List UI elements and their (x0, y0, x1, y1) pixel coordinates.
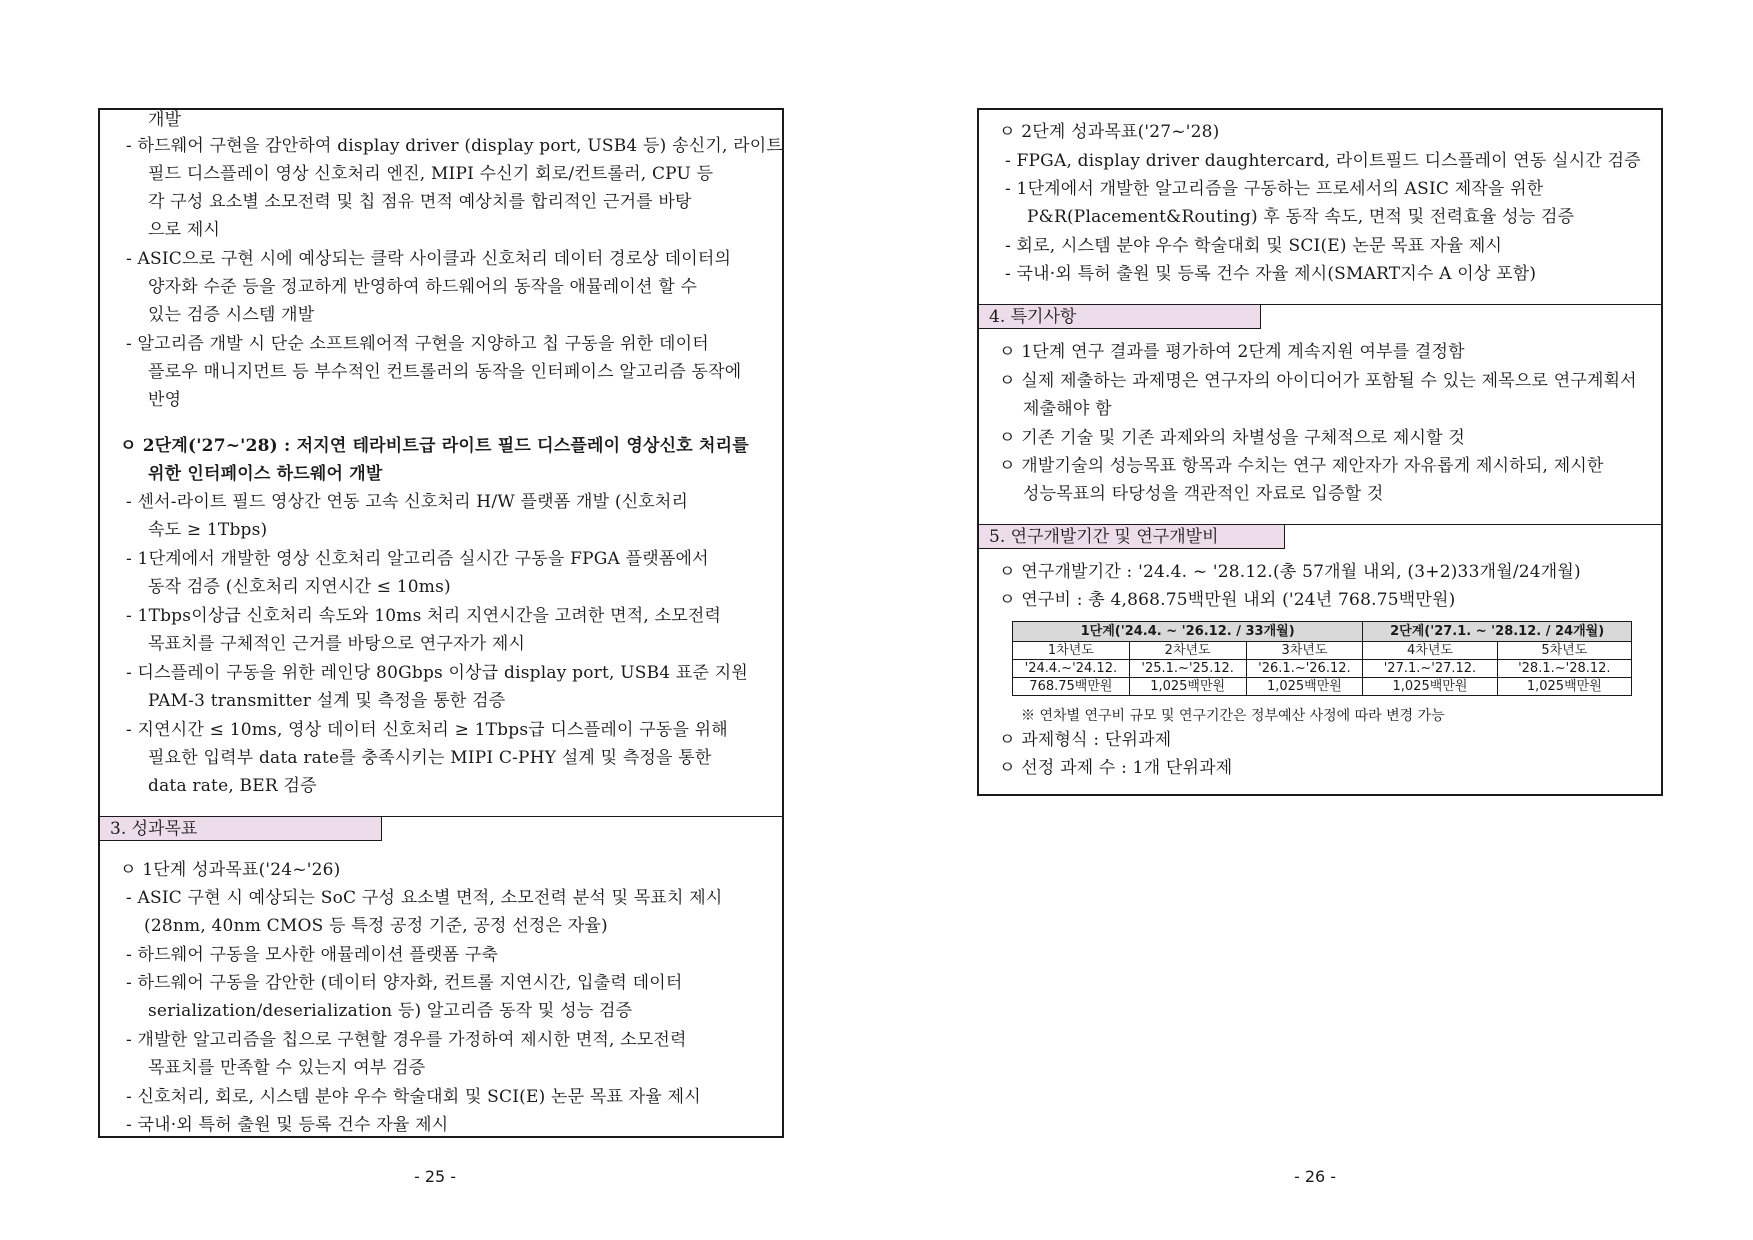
table-cell: 1,025백만원 (1129, 678, 1246, 696)
table-row (1013, 622, 1632, 642)
text-line: ㅇ 선정 과제 수 : 1개 단위과제 (999, 758, 1233, 778)
stage2-heading: ㅇ 2단계('27~'28) : 저지연 테라비트급 라이트 필드 디스플레이 영상신호 처리를 (120, 436, 749, 456)
text-line: 제출해야 함 (1023, 399, 1112, 419)
section-3-title: 3. 성과목표 (100, 817, 382, 841)
section-5-title: 5. 연구개발기간 및 연구개발비 (979, 525, 1285, 549)
text-line: 필드 디스플레이 영상 신호처리 엔진, MIPI 수신기 회로/컨트롤러, CPU 등 (148, 164, 714, 184)
table-cell: 5차년도 (1497, 642, 1631, 660)
text-line: 성능목표의 타당성을 객관적인 자료로 입증할 것 (1023, 484, 1384, 504)
table-row (1013, 678, 1632, 696)
text-line: ㅇ 연구비 : 총 4,868.75백만원 내외 ('24년 768.75백만원) (999, 590, 1456, 610)
text-line: ㅇ 연구개발기간 : '24.4. ~ '28.12.(총 57개월 내외, (3+2)33개월/24개월) (999, 562, 1581, 582)
text-line: - 하드웨어 구동을 감안한 (데이터 양자화, 컨트롤 지연시간, 입출력 데이터 (126, 973, 683, 993)
text-line: (28nm, 40nm CMOS 등 특정 공정 기준, 공정 선정은 자율) (144, 916, 608, 936)
text-line: 목표치를 만족할 수 있는지 여부 검증 (148, 1058, 426, 1078)
table-row (1013, 660, 1632, 678)
table-cell: '25.1.~'25.12. (1129, 660, 1246, 678)
budget-table (1012, 621, 1632, 696)
table-cell: 3차년도 (1246, 642, 1363, 660)
text-line: PAM-3 transmitter 설계 및 측정을 통한 검증 (148, 691, 506, 711)
text-line: ㅇ 1단계 성과목표('24~'26) (120, 860, 341, 880)
text-line: ㅇ 기존 기술 및 기존 과제와의 차별성을 구체적으로 제시할 것 (999, 428, 1465, 448)
table-note: ※ 연차별 연구비 규모 및 연구기간은 정부예산 사정에 따라 변경 가능 (1021, 708, 1445, 724)
text-line: - ASIC으로 구현 시에 예상되는 클락 사이클과 신호처리 데이터 경로상 데이터의 (126, 249, 732, 269)
text-line: - ASIC 구현 시 예상되는 SoC 구성 요소별 면적, 소모전력 분석 및 목표치 제시 (126, 888, 723, 908)
text-line: - 알고리즘 개발 시 단순 소프트웨어적 구현을 지양하고 칩 구동을 위한 데이터 (126, 334, 709, 354)
text-line: - 1Tbps이상급 신호처리 속도와 10ms 처리 지연시간을 고려한 면적, 소모전력 (126, 606, 722, 626)
text-line: data rate, BER 검증 (148, 776, 317, 796)
page-26 (977, 108, 1663, 796)
table-cell: '28.1.~'28.12. (1497, 660, 1631, 678)
text-line: - 하드웨어 구동을 모사한 애뮬레이션 플랫폼 구축 (126, 945, 499, 965)
text-line: 으로 제시 (148, 220, 221, 240)
section-3-header (100, 816, 782, 843)
table-row (1013, 642, 1632, 660)
text-line: ㅇ 실제 제출하는 과제명은 연구자의 아이디어가 포함될 수 있는 제목으로 연구계획서 (999, 371, 1637, 391)
page-number-26: - 26 - (1294, 1167, 1337, 1186)
section-4-title: 4. 특기사항 (979, 305, 1261, 329)
text-line: ㅇ 과제형식 : 단위과제 (999, 730, 1172, 750)
table-cell: 1,025백만원 (1246, 678, 1363, 696)
text-line: 필요한 입력부 data rate를 충족시키는 MIPI C-PHY 설계 및 측정을 통한 (148, 748, 712, 768)
text-line: 반영 (148, 390, 182, 410)
text-line: 개발 (148, 110, 182, 130)
table-cell: 768.75백만원 (1013, 678, 1130, 696)
text-line: - 1단계에서 개발한 영상 신호처리 알고리즘 실시간 구동을 FPGA 플랫폼에서 (126, 549, 709, 569)
page-25 (98, 108, 784, 1138)
text-line: - 개발한 알고리즘을 칩으로 구현할 경우를 가정하여 제시한 면적, 소모전력 (126, 1030, 687, 1050)
table-cell: 1,025백만원 (1497, 678, 1631, 696)
table-cell: '27.1.~'27.12. (1363, 660, 1497, 678)
text-line: 플로우 매니지먼트 등 부수적인 컨트롤러의 동작을 인터페이스 알고리즘 동작에 (148, 362, 742, 382)
section-5-header (979, 524, 1661, 551)
table-cell: 4차년도 (1363, 642, 1497, 660)
text-line: P&R(Placement&Routing) 후 동작 속도, 면적 및 전력효율 성능 검증 (1027, 207, 1575, 227)
table-cell: 1차년도 (1013, 642, 1130, 660)
table-cell: 2차년도 (1129, 642, 1246, 660)
text-line: ㅇ 1단계 연구 결과를 평가하여 2단계 계속지원 여부를 결정함 (999, 342, 1465, 362)
text-line: 양자화 수준 등을 정교하게 반영하여 하드웨어의 동작을 애뮬레이션 할 수 (148, 277, 698, 297)
stage2-header-cell: 2단계('27.1. ~ '28.12. / 24개월) (1363, 622, 1632, 642)
page-number-25: - 25 - (414, 1167, 457, 1186)
stage2-heading-cont: 위한 인터페이스 하드웨어 개발 (148, 464, 383, 484)
text-line: - 국내·외 특허 출원 및 등록 건수 자율 제시 (126, 1115, 449, 1135)
text-line: - 신호처리, 회로, 시스템 분야 우수 학술대회 및 SCI(E) 논문 목표 자율 제시 (126, 1087, 701, 1107)
text-line: - 회로, 시스템 분야 우수 학술대회 및 SCI(E) 논문 목표 자율 제시 (1005, 236, 1503, 256)
text-line: - 하드웨어 구현을 감안하여 display driver (display port, USB4 등) 송신기, 라이트 (126, 136, 784, 156)
text-line: - FPGA, display driver daughtercard, 라이트필드 디스플레이 연동 실시간 검증 (1005, 151, 1641, 171)
text-line: 속도 ≥ 1Tbps) (148, 520, 268, 540)
text-line: - 디스플레이 구동을 위한 레인당 80Gbps 이상급 display port, USB4 표준 지원 (126, 663, 748, 683)
text-line: - 1단계에서 개발한 알고리즘을 구동하는 프로세서의 ASIC 제작을 위한 (1005, 179, 1544, 199)
text-line: serialization/deserialization 등) 알고리즘 동작 및 성능 검증 (148, 1001, 633, 1021)
text-line: ㅇ 개발기술의 성능목표 항목과 수치는 연구 제안자가 자유롭게 제시하되, 제시한 (999, 456, 1604, 476)
table-cell: '24.4.~'24.12. (1013, 660, 1130, 678)
text-line: - 국내·외 특허 출원 및 등록 건수 자율 제시(SMART지수 A 이상 포함) (1005, 264, 1537, 284)
text-line: ㅇ 2단계 성과목표('27~'28) (999, 122, 1220, 142)
text-line: 목표치를 구체적인 근거를 바탕으로 연구자가 제시 (148, 634, 526, 654)
section-4-header (979, 304, 1661, 331)
text-line: 있는 검증 시스템 개발 (148, 305, 315, 325)
text-line: 동작 검증 (신호처리 지연시간 ≤ 10ms) (148, 577, 451, 597)
text-line: - 지연시간 ≤ 10ms, 영상 데이터 신호처리 ≥ 1Tbps급 디스플레이 구동을 위해 (126, 720, 728, 740)
table-cell: 1,025백만원 (1363, 678, 1497, 696)
stage1-header-cell: 1단계('24.4. ~ '26.12. / 33개월) (1013, 622, 1363, 642)
text-line: 각 구성 요소별 소모전력 및 칩 점유 면적 예상치를 합리적인 근거를 바탕 (148, 192, 692, 212)
text-line: - 센서-라이트 필드 영상간 연동 고속 신호처리 H/W 플랫폼 개발 (신호처리 (126, 492, 689, 512)
table-cell: '26.1.~'26.12. (1246, 660, 1363, 678)
